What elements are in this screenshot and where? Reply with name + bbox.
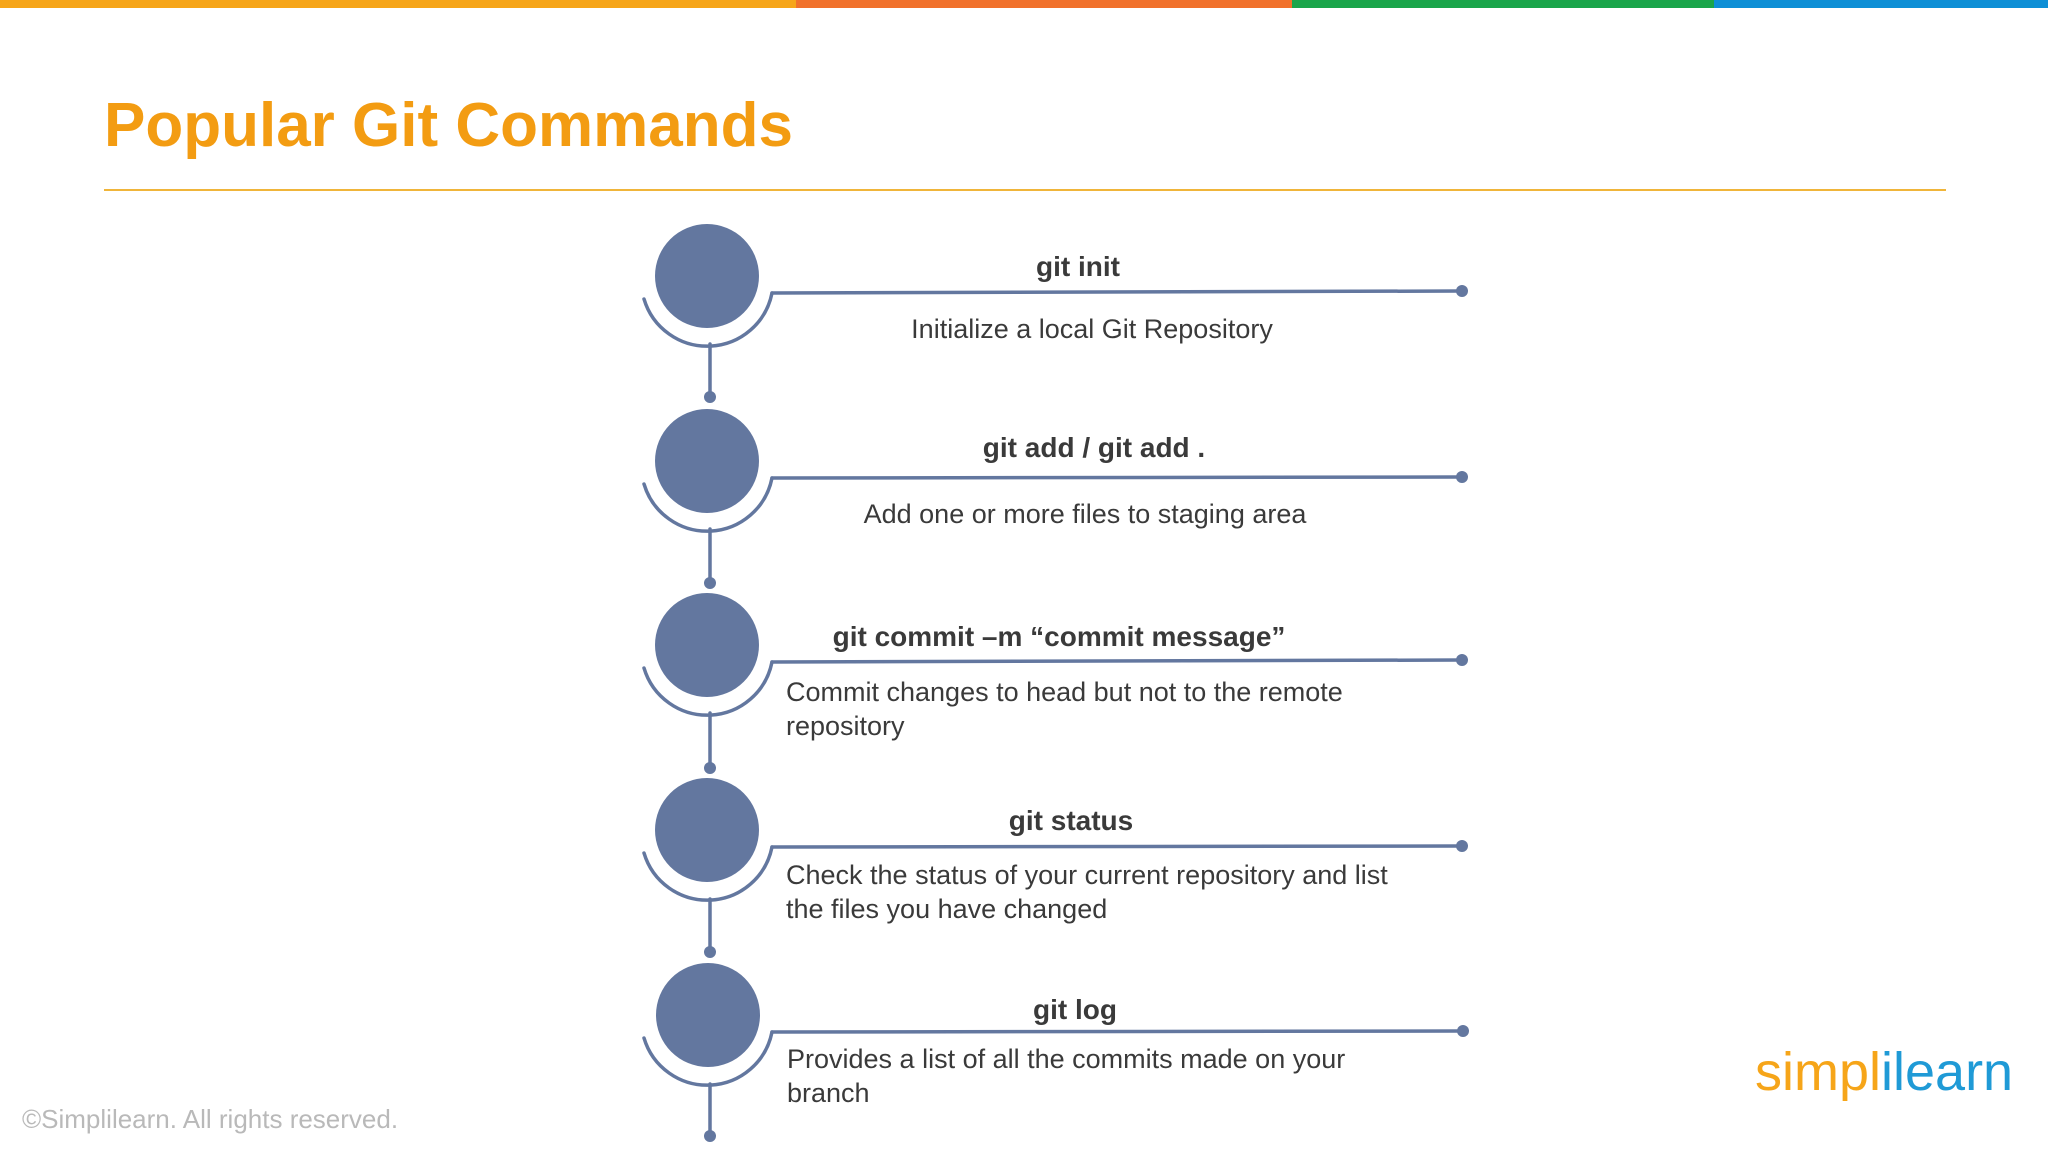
bar-segment-green [1292,0,1714,8]
node-arc [644,847,772,900]
connector-dot [704,946,716,958]
timeline-node [655,224,759,328]
command-name-git-log: git log [1033,994,1117,1025]
logo-text-ilearn: ilearn [1881,1042,2014,1102]
rule-end-dot [1456,471,1468,483]
timeline-node [655,593,759,697]
command-name-git-commit: git commit –m “commit message” [832,621,1286,652]
command-description-git-add: Add one or more files to staging area [863,499,1307,529]
rule-end-dot [1456,840,1468,852]
node-arc [644,293,772,346]
command-rule [772,660,1462,662]
command-name-git-add: git add / git add . [982,432,1206,463]
command-rule [772,291,1462,293]
rule-end-dot [1456,654,1468,666]
command-rule [772,1031,1462,1032]
timeline-node [656,963,760,1067]
command-rule [772,477,1462,478]
logo-text-simpl: simpl [1755,1042,1882,1102]
connector-dot [704,1130,716,1142]
bar-segment-blue [1714,0,2048,8]
node-arc [644,662,772,715]
command-description-git-status: Check the status of your current repository and list the files you have changed [786,860,1388,924]
node-arc [644,478,772,531]
timeline-node [655,409,759,513]
connector-dot [704,577,716,589]
copyright-notice: ©Simplilearn. All rights reserved. [22,1104,399,1134]
node-arc [644,1032,772,1085]
title-divider [104,189,1946,191]
simplilearn-logo [1755,1040,2013,1104]
bar-segment-red-orange [796,0,1292,8]
rule-end-dot [1457,1025,1469,1037]
command-rule [772,846,1462,847]
bar-segment-orange [0,0,796,8]
page-title: Popular Git Commands [104,91,793,160]
connector-dot [704,391,716,403]
command-name-git-status: git status [1008,805,1134,836]
top-color-bar [0,0,2048,8]
command-description-git-init: Initialize a local Git Repository [911,314,1273,344]
rule-end-dot [1456,285,1468,297]
connector-dot [704,762,716,774]
timeline-node [655,778,759,882]
command-description-git-commit: Commit changes to head but not to the remote repository [786,677,1343,741]
command-name-git-init: git init [1036,251,1120,282]
command-description-git-log: Provides a list of all the commits made on your branch [787,1044,1346,1108]
